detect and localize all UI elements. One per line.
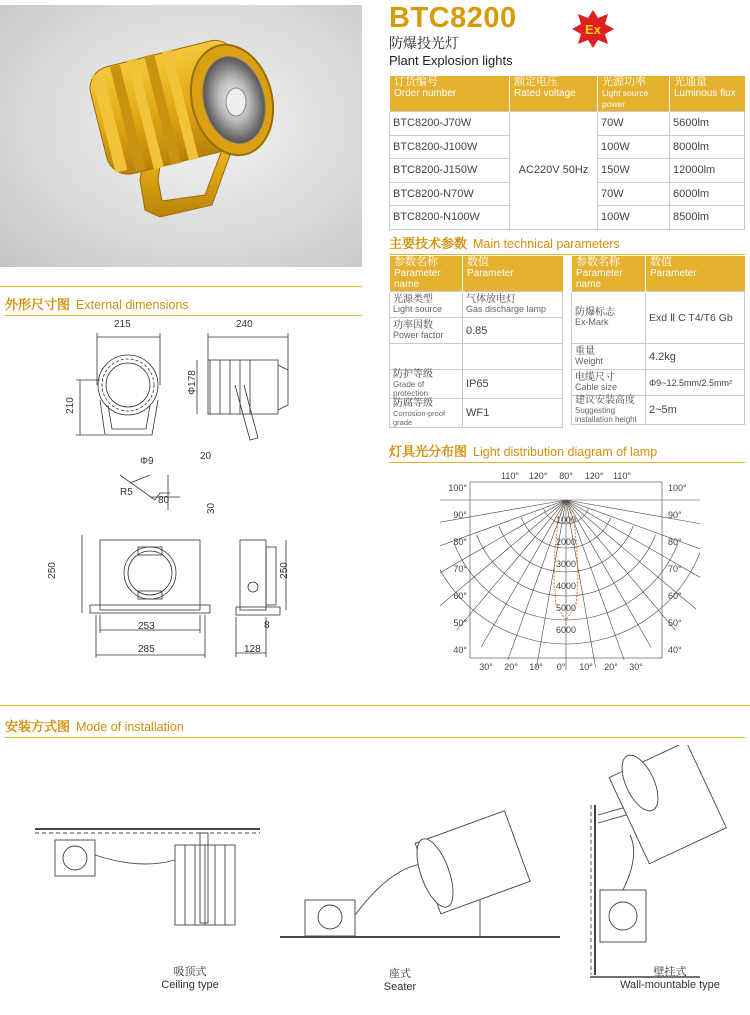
order-cell: BTC8200-N70W: [390, 182, 510, 206]
dim-20: 20: [200, 451, 212, 462]
table-row: 防爆标志 Ex-Mark Exd Ⅱ C T4/T6 Gb: [572, 292, 745, 344]
dim-80: 80: [158, 495, 170, 506]
product-photo: [0, 5, 362, 267]
caption-seater: 座式 Seater: [383, 968, 417, 993]
dim-r5: R5: [120, 487, 133, 498]
col-flux: 光通量 Luminous flux: [670, 76, 745, 112]
polar-left-label: 100°: [448, 483, 467, 493]
polar-right-label: 70°: [668, 564, 682, 574]
order-cell: BTC8200-J100W: [390, 135, 510, 159]
wall-install-illustration: [590, 745, 726, 977]
polar-right-label: 60°: [668, 591, 682, 601]
polar-bottom-label: 0°: [556, 662, 566, 672]
dim-8: 8: [264, 620, 270, 631]
flux-cell: 5600lm: [670, 112, 745, 136]
power-cell: 70W: [598, 112, 670, 136]
dim-30: 30: [206, 502, 218, 515]
ex-mark-icon: [571, 9, 615, 49]
dims-section-heading: 外形尺寸图 External dimensions: [5, 294, 362, 316]
polar-ring-label: 3000: [555, 559, 577, 569]
dim-210: 210: [64, 397, 76, 414]
dim-253: 253: [138, 621, 155, 632]
ceiling-install-illustration: [35, 829, 260, 925]
polar-ring-label: 1000: [555, 515, 577, 525]
polar-left-label: 80°: [453, 537, 467, 547]
params-section-heading: 主要技术参数 Main technical parameters: [389, 233, 745, 255]
polar-right-label: 100°: [668, 483, 687, 493]
polar-ring-label: 2000: [555, 537, 577, 547]
ex-mark-text: Ex: [585, 22, 601, 37]
power-cell: 100W: [598, 135, 670, 159]
dim-128: 128: [244, 644, 261, 655]
order-cell: BTC8200-J70W: [390, 112, 510, 136]
power-cell: 150W: [598, 159, 670, 183]
polar-ring-label: 5000: [555, 603, 577, 613]
polar-bottom-label: 10°: [579, 662, 593, 672]
polar-bottom-label: 10°: [529, 662, 543, 672]
power-cell: 70W: [598, 182, 670, 206]
light-section-heading: 灯具光分布图 Light distribution diagram of lamp: [389, 441, 745, 463]
col-power: 光源功率 Light source power: [598, 76, 670, 112]
dim-240: 240: [236, 319, 253, 330]
polar-left-label: 70°: [453, 564, 467, 574]
dim-250-left: 250: [46, 562, 58, 579]
flux-cell: 8000lm: [670, 135, 745, 159]
flux-cell: 12000lm: [670, 159, 745, 183]
dim-215: 215: [114, 319, 131, 330]
voltage-cell: AC220V 50Hz: [510, 112, 598, 230]
col-voltage: 额定电压 Rated voltage: [510, 76, 598, 112]
polar-right-label: 50°: [668, 618, 682, 628]
caption-wall: 壁挂式 Wall-mountable type: [620, 966, 720, 991]
polar-ring-label: 6000: [555, 625, 577, 635]
col-order: 订货编号 Order number: [390, 76, 510, 112]
table-row: [390, 112, 745, 136]
order-table: [389, 76, 745, 230]
table-row: 建议安装高度 Suggesting installation height 2~5m: [572, 396, 745, 425]
polar-top-label: 120°: [584, 471, 604, 481]
polar-light-distribution-diagram: [440, 470, 700, 675]
table-row: 防护等级 Grade of protection IP65: [390, 370, 563, 399]
polar-top-label: 110°: [613, 471, 631, 481]
product-model: BTC8200: [389, 2, 517, 34]
params-table-right: 参数名称 Parameter name 数值 Parameter 防爆标志 Ex-Mark Exd Ⅱ C T4/T6 Gb 重量 Weight 4.2kg 电缆尺寸 Cable size Φ9~12.5mm/2.5mm² 建议安装高度 Suggesting installation height 2~5m: [571, 256, 745, 425]
seater-install-illustration: [280, 811, 560, 937]
order-cell: BTC8200-N100W: [390, 206, 510, 230]
polar-ring-label: 4000: [555, 581, 577, 591]
polar-bottom-label: 30°: [629, 662, 643, 672]
polar-right-label: 90°: [668, 510, 682, 520]
polar-bottom-label: 30°: [479, 662, 493, 672]
lamp-photo-illustration: [0, 5, 362, 267]
polar-top-label: 80°: [559, 471, 573, 481]
dim-285: 285: [138, 644, 155, 655]
order-cell: BTC8200-J150W: [390, 159, 510, 183]
order-table-header: [390, 76, 745, 112]
power-cell: 100W: [598, 206, 670, 230]
polar-left-label: 90°: [453, 510, 467, 520]
polar-right-label: 80°: [668, 537, 682, 547]
flux-cell: 8500lm: [670, 206, 745, 230]
polar-top-label: 110°: [501, 471, 519, 481]
caption-ceiling: 吸顶式 Ceiling type: [161, 966, 219, 991]
polar-bottom-label: 20°: [604, 662, 618, 672]
table-row: 重量 Weight 4.2kg: [572, 344, 745, 370]
table-row: 功率因数 Power factor 0.85: [390, 318, 563, 344]
table-row: 电缆尺寸 Cable size Φ9~12.5mm/2.5mm²: [572, 370, 745, 396]
product-title-en: Plant Explosion lights: [389, 53, 513, 68]
dimension-labels: [46, 319, 300, 665]
dim-9: Φ9: [140, 456, 154, 467]
polar-top-label: 120°: [528, 471, 548, 481]
table-row: [390, 344, 563, 370]
polar-bottom-label: 20°: [504, 662, 518, 672]
polar-left-label: 50°: [453, 618, 467, 628]
install-section-heading: 安装方式图 Mode of installation: [5, 716, 745, 738]
params-table-left: 参数名称 Parameter name 数值 Parameter 光源类型 Light source 气体放电灯 Gas discharge lamp 功率因数 Power factor 0.85 防护等级 Grade of protection IP65 防腐等级 Corrosion-proof grade WF1: [389, 256, 563, 428]
polar-left-label: 60°: [453, 591, 467, 601]
product-title-cn: 防爆投光灯: [389, 36, 459, 52]
table-row: 防腐等级 Corrosion-proof grade WF1: [390, 399, 563, 428]
polar-right-label: 40°: [668, 645, 682, 655]
table-row: 光源类型 Light source 气体放电灯 Gas discharge lamp: [390, 292, 563, 318]
flux-cell: 6000lm: [670, 182, 745, 206]
dim-250-right: 250: [278, 562, 290, 579]
dim-178: Φ178: [186, 370, 198, 395]
polar-left-label: 40°: [453, 645, 467, 655]
